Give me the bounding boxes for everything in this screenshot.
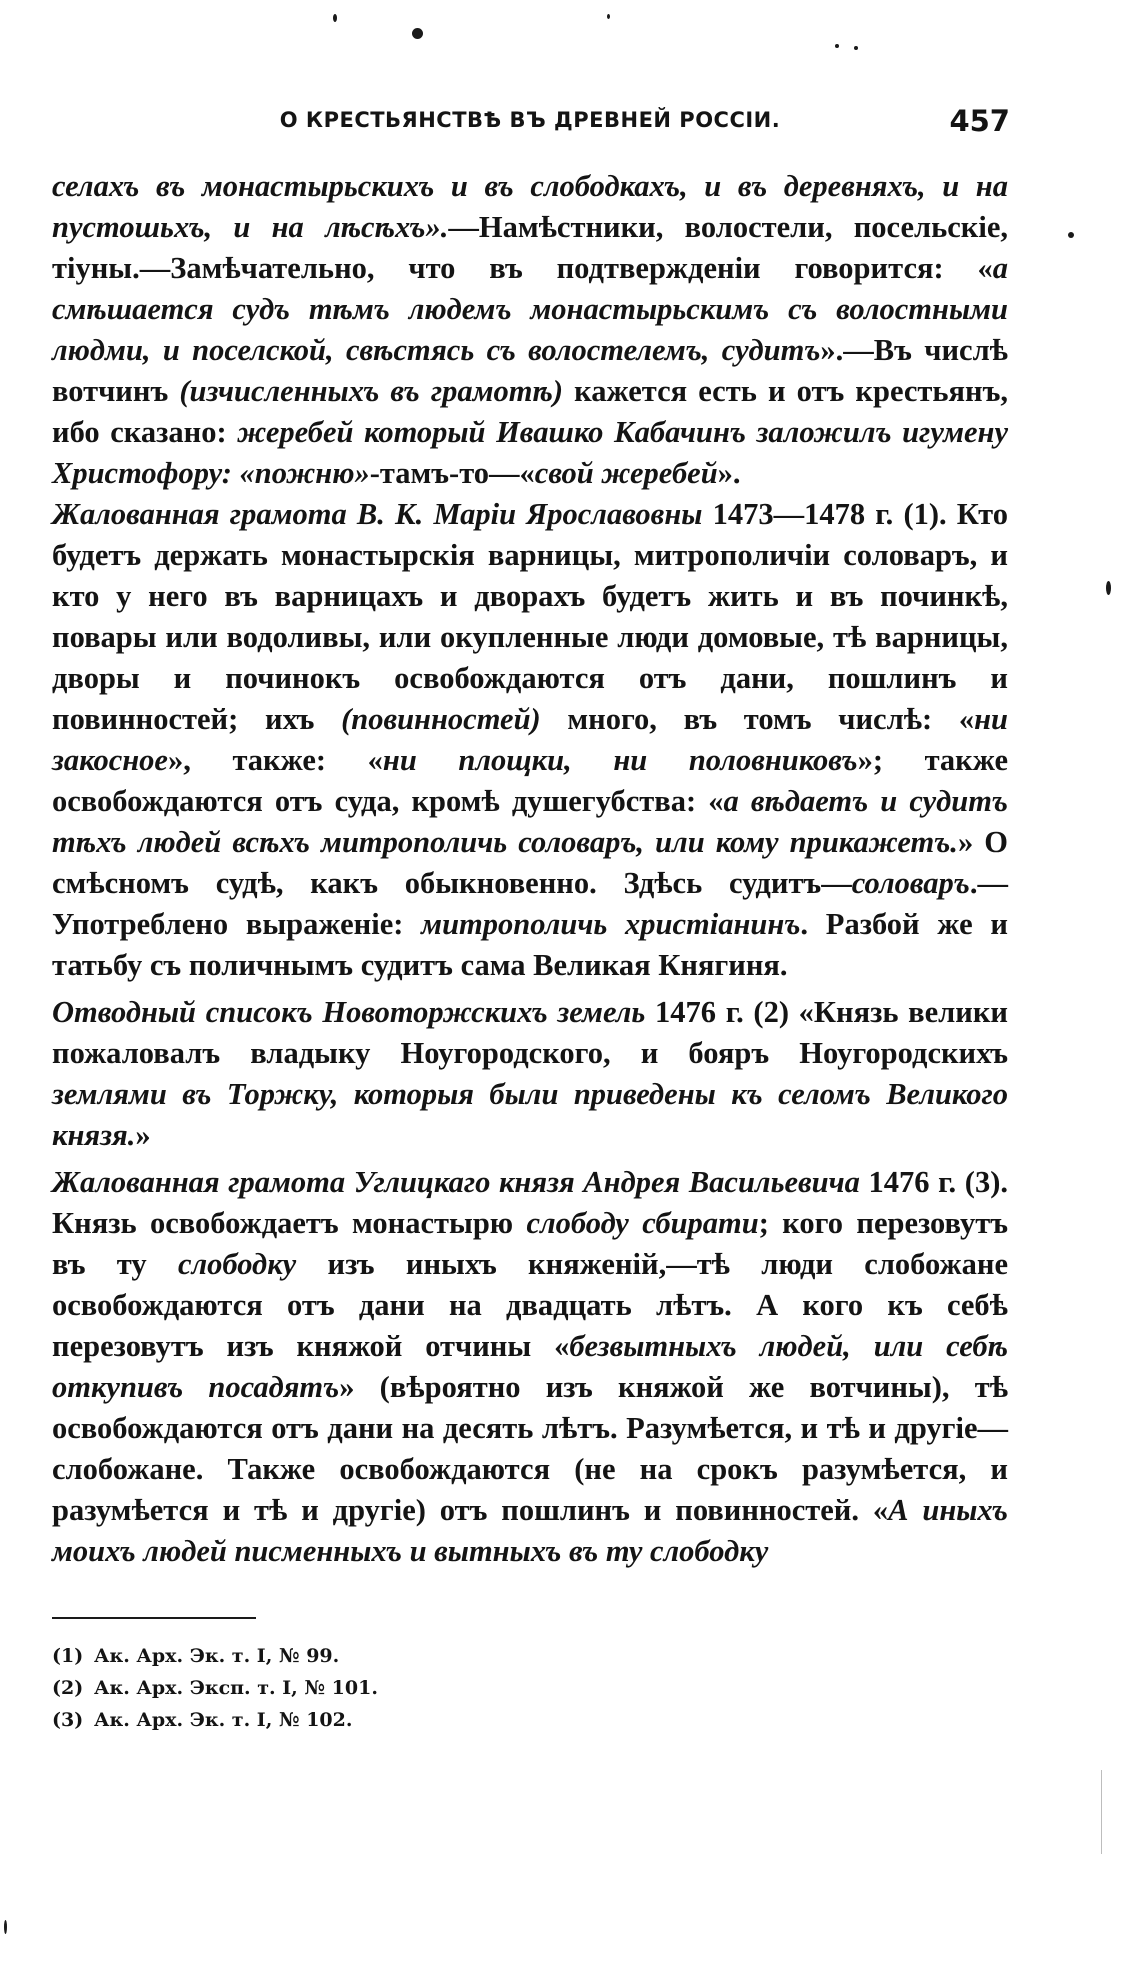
- text: »; также освобождаются отъ суда, кромѣ душегубства: «: [52, 743, 1009, 818]
- text: » О смѣсномъ судѣ, какъ обыкновенно. Здѣсь судитъ—: [52, 825, 1008, 900]
- quote: безвытныхъ людей, или себѣ откупивъ посадятъ: [52, 1329, 1008, 1404]
- ink-speck: [1068, 232, 1074, 238]
- footnote: [52, 1704, 752, 1736]
- text: ».: [717, 456, 741, 490]
- page-number: 457: [949, 104, 1010, 138]
- ink-speck: [607, 14, 610, 19]
- paragraph: [52, 1162, 1008, 1572]
- quote: А иныхъ моихъ людей писменныхъ и вытныхъ въ ту слободку: [52, 1493, 1008, 1568]
- quote: соловаръ: [851, 866, 970, 900]
- body-text: [52, 166, 1008, 1572]
- text: ; кого перезовутъ въ ту: [52, 1206, 1008, 1281]
- quote: селахъ въ монастырьскихъ и въ слободкахъ, и въ деревняхъ, и на пустошьхъ, и на лѣсѣхъ».: [52, 169, 1008, 244]
- text: кажется есть и отъ крестьянъ, ибо сказано:: [52, 374, 1008, 449]
- quote: а вѣдаетъ и судитъ тѣхъ людей всѣхъ митрополичь соловаръ, или кому прикажетъ.: [52, 784, 1009, 859]
- footnote-mark: (1): [52, 1645, 84, 1667]
- quote: землями въ Торжку, которыя были приведены къ селомъ Великого князя.: [52, 1077, 1008, 1152]
- quote: слободу сбирати: [526, 1206, 759, 1240]
- quote: (повинностей): [341, 702, 541, 736]
- footnote-mark: (2): [52, 1677, 84, 1699]
- text: » (вѣроятно изъ княжой же вотчины), тѣ освобождаются отъ дани на десять лѣтъ. Разумѣется, и тѣ и другіе—слобожане. Также освобождаются (не на срокъ разумѣется, и разумѣется и тѣ и другіе) отъ пошлинъ и повинностей. «: [52, 1370, 1008, 1527]
- quote: слободку: [177, 1247, 297, 1281]
- footnote: [52, 1672, 752, 1704]
- text: 1473—1478 г. (1). Кто будетъ держать монастырскія варницы, митрополичіи соловаръ, и кто у него въ варницахъ и дворахъ будетъ жить и въ починкѣ, повары или водоливы, или окупленные люди домовые, тѣ варницы, дворы и починокъ освобождаются отъ дани, пошлинъ и повинностей; ихъ: [52, 497, 1008, 736]
- footnotes: [52, 1640, 752, 1736]
- document-title: Жалованная грамота Углицкаго князя Андрея Васильевича: [52, 1165, 860, 1199]
- ink-speck: [835, 44, 839, 48]
- footnote-text: Ак. Арх. Эксп. т. I, № 101.: [94, 1677, 378, 1699]
- quote: свой жеребей: [534, 456, 718, 490]
- text: много, въ томъ числѣ: «: [540, 702, 975, 736]
- text: -тамъ-то—«: [369, 456, 535, 490]
- quote: ни закосное: [52, 702, 1008, 777]
- footnote-text: Ак. Арх. Эк. т. I, № 102.: [94, 1709, 353, 1731]
- footnote: [52, 1640, 752, 1672]
- quote: митрополичь христіанинъ: [421, 907, 801, 941]
- ink-speck: [1106, 581, 1111, 595]
- text: 1476 г. (2) «Князь велики пожаловалъ владыку Ноугородского, и бояръ Ноугородскихъ: [52, 995, 1008, 1070]
- ink-speck: [4, 1920, 7, 1934]
- ink-speck: [412, 28, 423, 39]
- footnote-text: Ак. Арх. Эк. т. I, № 99.: [94, 1645, 340, 1667]
- ink-speck: [854, 46, 858, 50]
- paragraph: [52, 166, 1008, 494]
- paragraph: [52, 992, 1008, 1156]
- running-title: О КРЕСТЬЯНСТВѢ ВЪ ДРЕВНЕЙ РОССІИ.: [279, 108, 781, 132]
- document-title: Отводный списокъ Новоторжскихъ земель: [52, 995, 646, 1029]
- text: ».—Въ числѣ вотчинъ: [52, 333, 1008, 408]
- text: . Разбой же и татьбу съ поличнымъ судитъ сама Великая Княгиня.: [52, 907, 1008, 982]
- quote: жеребей который Ивашко Кабачинъ заложилъ игумену Христофору: «пожню»: [52, 415, 1008, 490]
- paragraph: [52, 494, 1008, 986]
- text: .—Употреблено выраженіе:: [52, 866, 1008, 941]
- scan-margin-line: [1101, 1770, 1102, 1854]
- text: », также: «: [167, 743, 383, 777]
- text: изъ иныхъ княженій,—тѣ люди слобожане освобождаются отъ дани на двадцать лѣтъ. А кого къ себѣ перезовутъ изъ княжой отчины «: [52, 1247, 1008, 1363]
- footnote-rule: [52, 1617, 256, 1619]
- text: »: [135, 1118, 151, 1152]
- text: 1476 г. (3). Князь освобождаетъ монастырю: [52, 1165, 1008, 1240]
- footnote-mark: (3): [52, 1709, 84, 1731]
- document-title: Жалованная грамота В. К. Маріи Ярославовны: [52, 497, 703, 531]
- quote: а смѣшается судъ тѣмъ людемъ монастырьскимъ съ волостными людми, и поселской, свѣстясь съ волостелемъ, судитъ: [52, 251, 1008, 367]
- quote: (изчисленныхъ въ грамотѣ): [179, 374, 563, 408]
- quote: ни площки, ни половниковъ: [382, 743, 858, 777]
- text: —Намѣстники, волостели, посельскіе, тіуны.—Замѣчательно, что въ подтвержденіи говорится: «: [52, 210, 1008, 285]
- running-head: [0, 104, 1140, 148]
- ink-speck: [333, 14, 337, 22]
